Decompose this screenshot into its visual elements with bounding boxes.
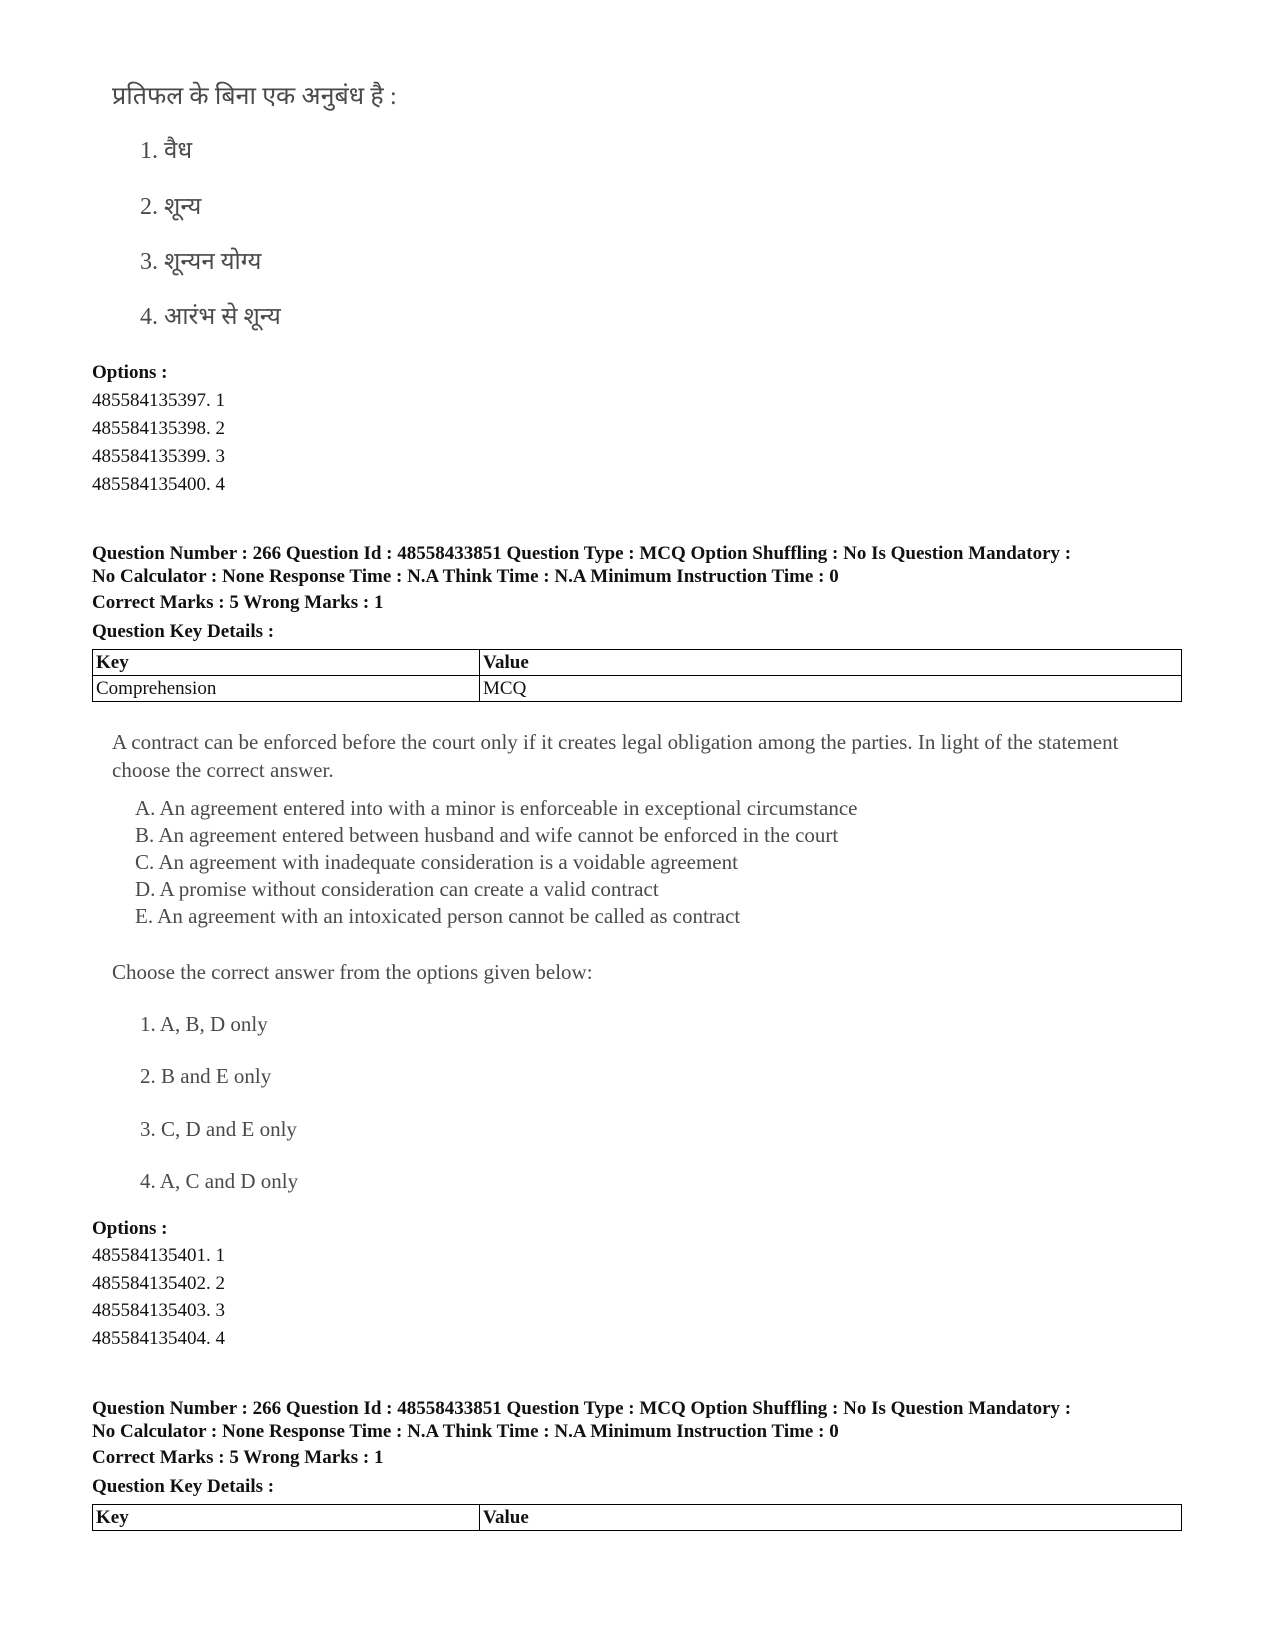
options-label: Options :	[92, 362, 168, 383]
option-id-1: 485584135401. 1	[92, 1245, 225, 1266]
question-meta-line1: Question Number : 266 Question Id : 48558433851 Question Type : MCQ Option Shuffling : No Is Question Mandatory :	[92, 1398, 1072, 1419]
choose-instruction: Choose the correct answer from the options given below:	[112, 960, 593, 984]
choice-2: 2. शून्य	[140, 194, 202, 220]
choice-3: 3. C, D and E only	[140, 1117, 297, 1141]
key-details-label: Question Key Details :	[92, 1476, 275, 1497]
choice-1: 1. A, B, D only	[140, 1012, 268, 1036]
choice-3: 3. शून्यन योग्य	[140, 249, 262, 275]
table-cell-value: MCQ	[480, 676, 1182, 702]
question-meta-line1: Question Number : 266 Question Id : 48558433851 Question Type : MCQ Option Shuffling : No Is Question Mandatory :	[92, 543, 1072, 564]
statement-b: B. An agreement entered between husband and wife cannot be enforced in the court	[135, 823, 839, 847]
option-id-1: 485584135397. 1	[92, 390, 225, 411]
choice-1: 1. वैध	[140, 138, 193, 164]
table-header-value: Value	[480, 650, 1182, 676]
option-id-3: 485584135403. 3	[92, 1300, 225, 1321]
table-header-row	[93, 1505, 1182, 1531]
choice-2: 2. B and E only	[140, 1064, 272, 1088]
statement-c: C. An agreement with inadequate consideration is a voidable agreement	[135, 850, 738, 874]
table-header-value: Value	[480, 1505, 1182, 1531]
key-details-table	[92, 1504, 1182, 1531]
table-row	[93, 676, 1182, 702]
option-id-4: 485584135404. 4	[92, 1328, 225, 1349]
marks-info: Correct Marks : 5 Wrong Marks : 1	[92, 592, 384, 613]
question-stem-english: A contract can be enforced before the court only if it creates legal obligation among the parties. In light of the statement choose the correct answer.	[112, 730, 1119, 782]
option-id-4: 485584135400. 4	[92, 474, 225, 495]
question-meta-line2: No Calculator : None Response Time : N.A Think Time : N.A Minimum Instruction Time : 0	[92, 566, 839, 587]
choice-4: 4. A, C and D only	[140, 1169, 299, 1193]
marks-info: Correct Marks : 5 Wrong Marks : 1	[92, 1447, 384, 1468]
statement-e: E. An agreement with an intoxicated person cannot be called as contract	[135, 904, 741, 928]
options-label: Options :	[92, 1218, 168, 1239]
statement-a: A. An agreement entered into with a minor is enforceable in exceptional circumstance	[135, 796, 858, 820]
question-meta-line2: No Calculator : None Response Time : N.A Think Time : N.A Minimum Instruction Time : 0	[92, 1421, 839, 1442]
key-details-table	[92, 649, 1182, 702]
question-stem-hindi: प्रतिफल के बिना एक अनुबंध है :	[112, 83, 397, 110]
choice-4: 4. आरंभ से शून्य	[140, 304, 281, 330]
table-cell-key: Comprehension	[93, 676, 480, 702]
option-id-3: 485584135399. 3	[92, 446, 225, 467]
table-header-key: Key	[93, 650, 480, 676]
option-id-2: 485584135398. 2	[92, 418, 225, 439]
table-header-key: Key	[93, 1505, 480, 1531]
table-header-row	[93, 650, 1182, 676]
key-details-label: Question Key Details :	[92, 621, 275, 642]
option-id-2: 485584135402. 2	[92, 1273, 225, 1294]
statement-d: D. A promise without consideration can create a valid contract	[135, 877, 659, 901]
